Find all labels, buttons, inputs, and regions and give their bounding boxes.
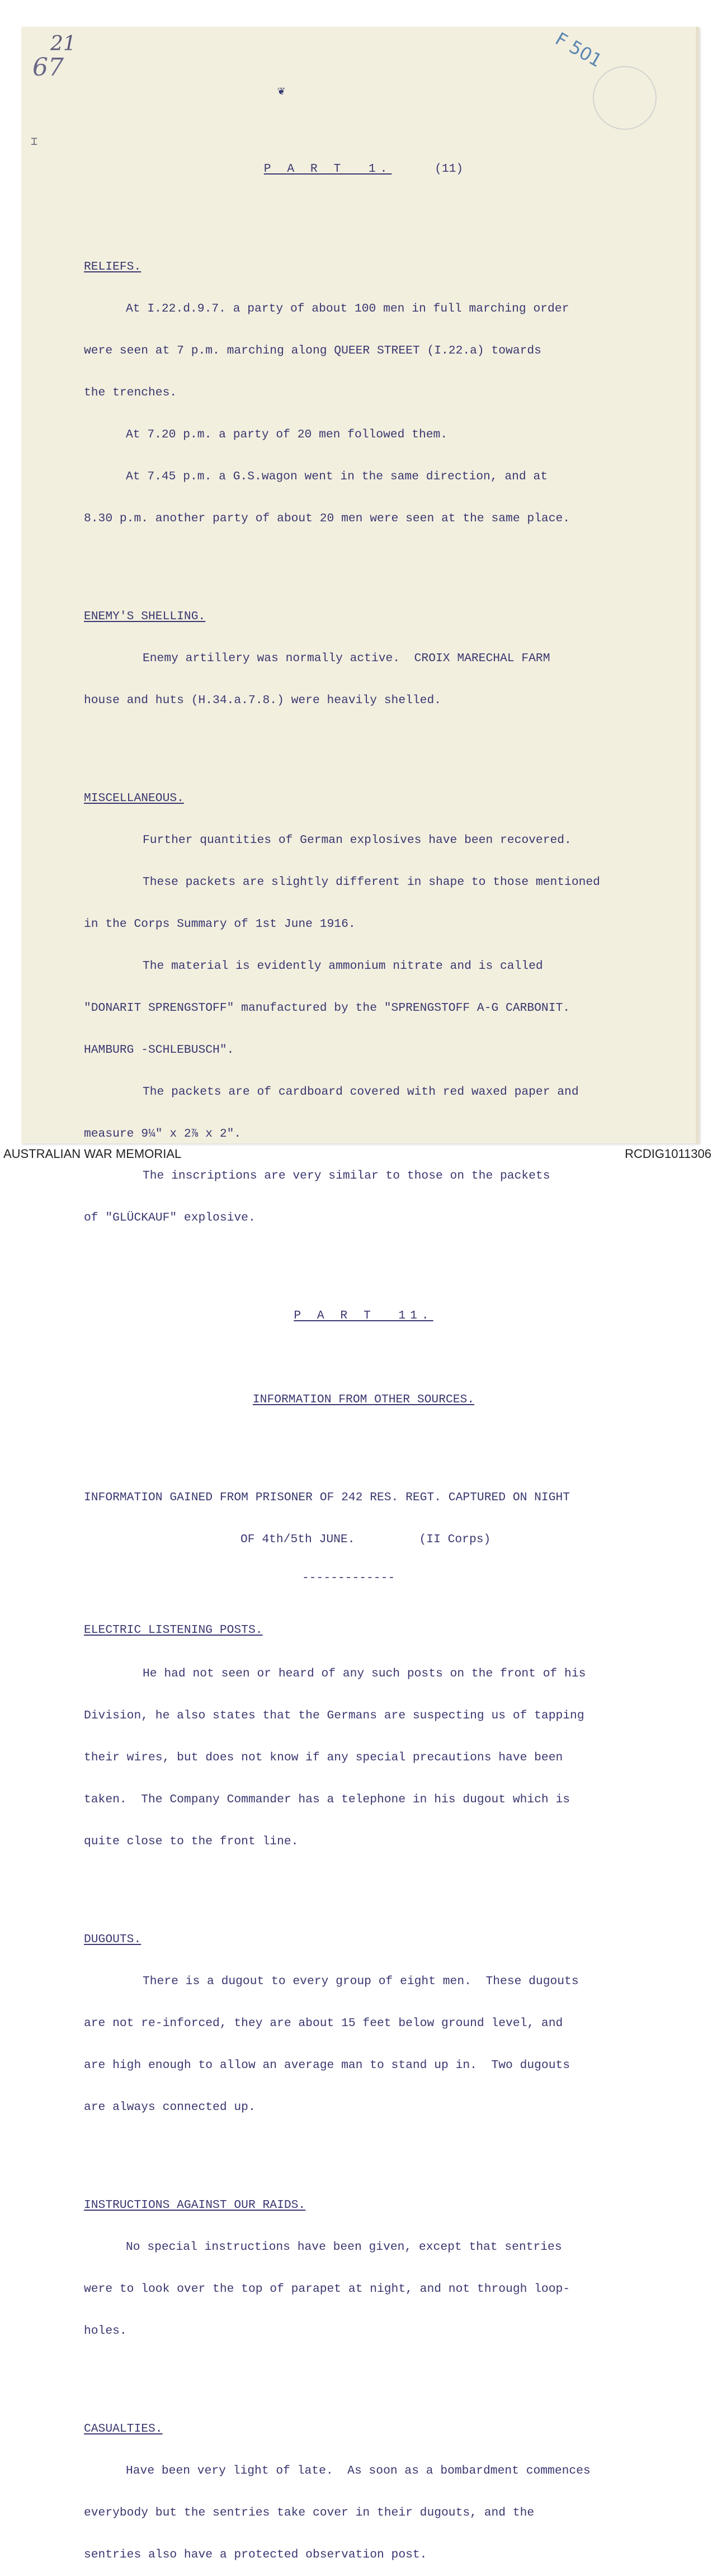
reliefs-title: RELIEFS. xyxy=(84,260,141,274)
ornament-icon: ❦ xyxy=(277,84,285,98)
listening-line: their wires, but does not know if any special precautions have been xyxy=(84,1751,563,1764)
divider: ------------- xyxy=(302,1571,395,1585)
misc-line: in the Corps Summary of 1st June 1916. xyxy=(84,917,356,931)
misc-title: MISCELLANEOUS. xyxy=(84,792,184,805)
misc-line: HAMBURG -SCHLEBUSCH". xyxy=(84,1043,234,1057)
misc-line: Further quantities of German explosives have been recovered. xyxy=(143,833,572,847)
part2-subheading-line xyxy=(84,1393,688,1407)
prisoner-line: OF 4th/5th JUNE. (II Corps) xyxy=(240,1533,491,1546)
instructions-line: No special instructions have been given, except that sentries xyxy=(126,2240,562,2254)
listening-line: Division, he also states that the Germans are suspecting us of tapping xyxy=(84,1709,584,1722)
stamp-number: F 501 xyxy=(551,28,606,72)
shelling-title: ENEMY'S SHELLING. xyxy=(84,610,206,623)
dugouts-line: are always connected up. xyxy=(84,2101,256,2114)
handwritten-page-number: 21 xyxy=(50,32,76,55)
listening-line: He had not seen or heard of any such posts on the front of his xyxy=(143,1667,586,1680)
margin-mark: ⌶ xyxy=(31,136,38,149)
part2-heading-line xyxy=(84,1309,688,1323)
part2-subheading: INFORMATION FROM OTHER SOURCES. xyxy=(252,1393,475,1406)
instructions-title: INSTRUCTIONS AGAINST OUR RAIDS. xyxy=(84,2198,306,2212)
casualties-line: Have been very light of late. As soon as a bombardment commences xyxy=(126,2464,591,2478)
listening-line: taken. The Company Commander has a telephone in his dugout which is xyxy=(84,1793,570,1806)
misc-line: measure 9¼" x 2⅞ x 2". xyxy=(84,1127,242,1141)
reliefs-line: At 7.45 p.m. a G.S.wagon went in the same direction, and at xyxy=(126,470,548,483)
misc-line: The material is evidently ammonium nitrate and is called xyxy=(143,959,543,973)
dugouts-line: are high enough to allow an average man to stand up in. Two dugouts xyxy=(84,2059,570,2072)
dugouts-line: There is a dugout to every group of eight men. These dugouts xyxy=(143,1975,579,1988)
part2-heading: P A R T 11. xyxy=(294,1309,433,1322)
reliefs-line: At 7.20 p.m. a party of 20 men followed them. xyxy=(126,428,448,441)
prisoner-line: INFORMATION GAINED FROM PRISONER OF 242 RES. REGT. CAPTURED ON NIGHT xyxy=(84,1491,570,1504)
casualties-title: CASUALTIES. xyxy=(84,2422,163,2436)
listening-line: quite close to the front line. xyxy=(84,1835,299,1848)
reliefs-line: the trenches. xyxy=(84,386,177,399)
misc-line: The packets are of cardboard covered with red waxed paper and xyxy=(143,1085,579,1099)
instructions-line: were to look over the top of parapet at night, and not through loop- xyxy=(84,2282,570,2296)
handwritten-folio-number: 67 xyxy=(32,53,64,82)
misc-line: These packets are slightly different in shape to those mentioned xyxy=(143,875,600,889)
instructions-line: holes. xyxy=(84,2324,127,2338)
dugouts-title: DUGOUTS. xyxy=(84,1933,141,1946)
reliefs-line: 8.30 p.m. another party of about 20 men were seen at the same place. xyxy=(84,512,570,525)
part1-heading-line xyxy=(84,162,688,176)
casualties-line: everybody but the sentries take cover in their dugouts, and the xyxy=(84,2506,535,2520)
reliefs-line: At I.22.d.9.7. a party of about 100 men in full marching order xyxy=(126,302,569,315)
part1-number: (11) xyxy=(435,162,464,176)
reliefs-line: were seen at 7 p.m. marching along QUEER STREET (I.22.a) towards xyxy=(84,344,541,357)
misc-line: of "GLÜCKAUF" explosive. xyxy=(84,1211,256,1225)
document-body xyxy=(84,134,688,2576)
stamp-circle xyxy=(593,66,657,130)
part1-heading: P A R T 1. xyxy=(263,162,392,176)
listening-title: ELECTRIC LISTENING POSTS. xyxy=(84,1623,263,1637)
footer-institution: AUSTRALIAN WAR MEMORIAL xyxy=(3,1147,182,1161)
footer-record-id: RCDIG1011306 xyxy=(625,1147,711,1161)
shelling-line: house and huts (H.34.a.7.8.) were heavily shelled. xyxy=(84,694,442,707)
dugouts-line: are not re-inforced, they are about 15 feet below ground level, and xyxy=(84,2017,563,2030)
misc-line: "DONARIT SPRENGSTOFF" manufactured by the "SPRENGSTOFF A-G CARBONIT. xyxy=(84,1001,570,1015)
shelling-line: Enemy artillery was normally active. CROIX MARECHAL FARM xyxy=(143,652,550,665)
misc-line: The inscriptions are very similar to those on the packets xyxy=(143,1169,550,1183)
casualties-line: sentries also have a protected observation post. xyxy=(84,2548,427,2561)
